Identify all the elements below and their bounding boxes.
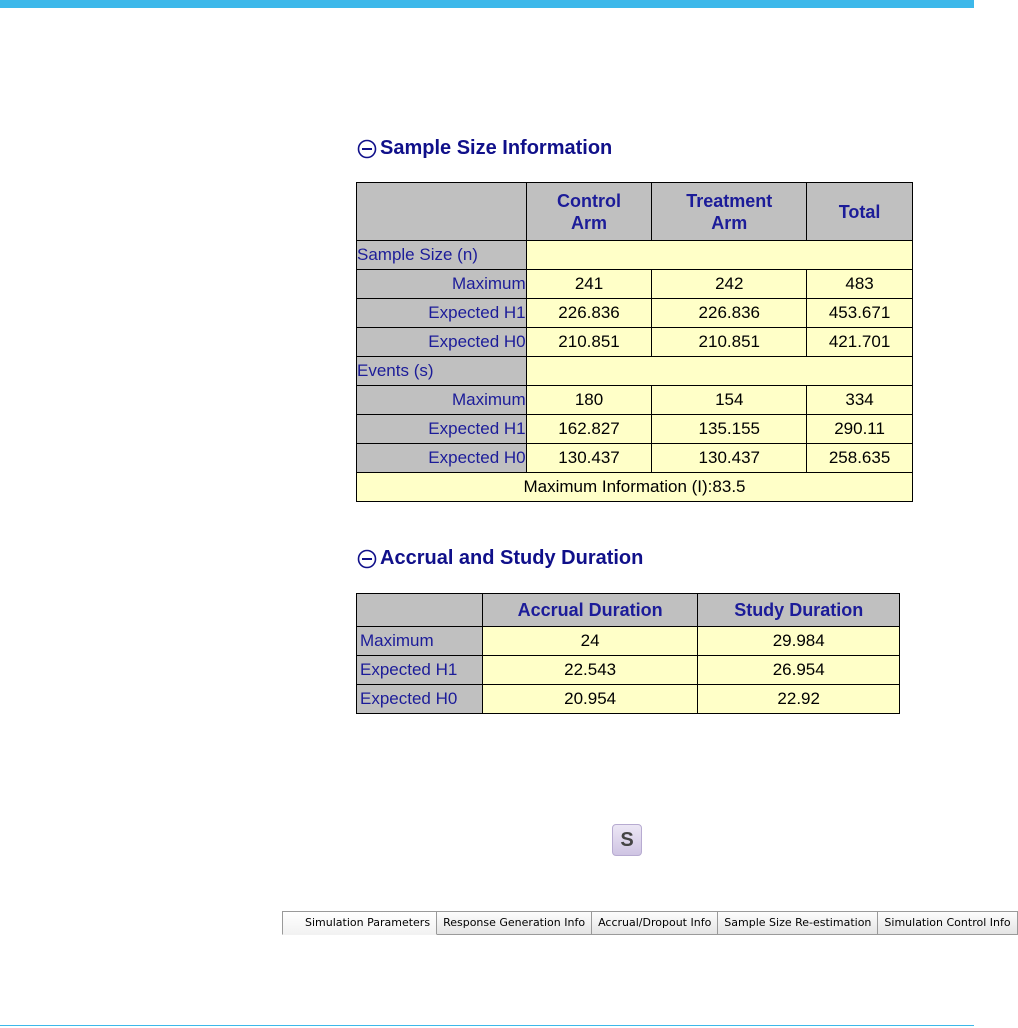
column-header: Accrual Duration	[482, 594, 698, 627]
value-cell: 242	[652, 270, 807, 299]
tab-sample-size-re-estimation[interactable]: Sample Size Re-estimation	[718, 911, 878, 935]
row-label: Expected H1	[357, 415, 527, 444]
group-row	[357, 241, 913, 270]
group-blank-cell	[526, 357, 912, 386]
table-row	[357, 656, 900, 685]
table-row	[357, 415, 913, 444]
value-cell: 241	[526, 270, 652, 299]
sample-size-section-title[interactable]	[357, 137, 612, 160]
table-row	[357, 386, 913, 415]
value-cell: 22.543	[482, 656, 698, 685]
group-blank-cell	[526, 241, 912, 270]
sample-size-table-body	[357, 241, 913, 473]
top-accent-bar	[0, 0, 974, 8]
bottom-accent-line	[0, 1025, 974, 1026]
row-label: Expected H0	[357, 685, 483, 714]
row-label: Expected H1	[357, 656, 483, 685]
tab-accrual-dropout-info[interactable]: Accrual/Dropout Info	[592, 911, 718, 935]
value-cell: 226.836	[652, 299, 807, 328]
column-header: Study Duration	[698, 594, 900, 627]
table-row	[357, 270, 913, 299]
tab-response-generation-info[interactable]: Response Generation Info	[437, 911, 592, 935]
value-cell: 29.984	[698, 627, 900, 656]
row-label: Expected H0	[357, 444, 527, 473]
s-toolbar-button[interactable]: S	[612, 824, 642, 856]
value-cell: 20.954	[482, 685, 698, 714]
value-cell: 334	[807, 386, 913, 415]
value-cell: 421.701	[807, 328, 913, 357]
table-row	[357, 444, 913, 473]
value-cell: 290.11	[807, 415, 913, 444]
column-header-line: Treatment	[686, 190, 773, 211]
table-row	[357, 328, 913, 357]
value-cell: 453.671	[807, 299, 913, 328]
value-cell: 210.851	[652, 328, 807, 357]
column-header-line: Total	[838, 201, 881, 222]
tab-simulation-parameters[interactable]: Simulation Parameters	[282, 911, 437, 935]
value-cell: 22.92	[698, 685, 900, 714]
value-cell: 226.836	[526, 299, 652, 328]
value-cell: 26.954	[698, 656, 900, 685]
value-cell: 135.155	[652, 415, 807, 444]
row-label: Maximum	[357, 270, 527, 299]
value-cell: 130.437	[652, 444, 807, 473]
table-header-row	[357, 183, 913, 241]
value-cell: 483	[807, 270, 913, 299]
section-title-text: Accrual and Study Duration	[380, 547, 644, 569]
group-label: Events (s)	[357, 357, 527, 386]
corner-header-cell	[357, 183, 527, 241]
accrual-section-title[interactable]	[357, 547, 643, 570]
value-cell: 210.851	[526, 328, 652, 357]
column-header-line: Control	[557, 190, 622, 211]
accrual-duration-table	[356, 593, 900, 714]
column-header	[807, 183, 913, 241]
table-footer-row	[357, 473, 913, 502]
row-label: Expected H1	[357, 299, 527, 328]
accrual-table-body	[357, 627, 900, 714]
group-label: Sample Size (n)	[357, 241, 527, 270]
bottom-tab-strip	[282, 911, 1018, 935]
row-label: Expected H0	[357, 328, 527, 357]
max-information-cell: Maximum Information (I):83.5	[357, 473, 913, 502]
column-header	[526, 183, 652, 241]
table-row	[357, 299, 913, 328]
column-header-line: Arm	[571, 212, 608, 233]
table-header-row	[357, 594, 900, 627]
collapse-icon[interactable]	[357, 549, 377, 569]
column-header-line: Arm	[711, 212, 748, 233]
sample-size-table	[356, 182, 913, 502]
column-header	[652, 183, 807, 241]
value-cell: 162.827	[526, 415, 652, 444]
value-cell: 154	[652, 386, 807, 415]
value-cell: 130.437	[526, 444, 652, 473]
value-cell: 258.635	[807, 444, 913, 473]
row-label: Maximum	[357, 627, 483, 656]
table-row	[357, 685, 900, 714]
collapse-icon[interactable]	[357, 139, 377, 159]
tab-simulation-control-info[interactable]: Simulation Control Info	[878, 911, 1017, 935]
row-label: Maximum	[357, 386, 527, 415]
value-cell: 24	[482, 627, 698, 656]
table-row	[357, 627, 900, 656]
corner-header-cell	[357, 594, 483, 627]
value-cell: 180	[526, 386, 652, 415]
section-title-text: Sample Size Information	[380, 137, 613, 159]
group-row	[357, 357, 913, 386]
